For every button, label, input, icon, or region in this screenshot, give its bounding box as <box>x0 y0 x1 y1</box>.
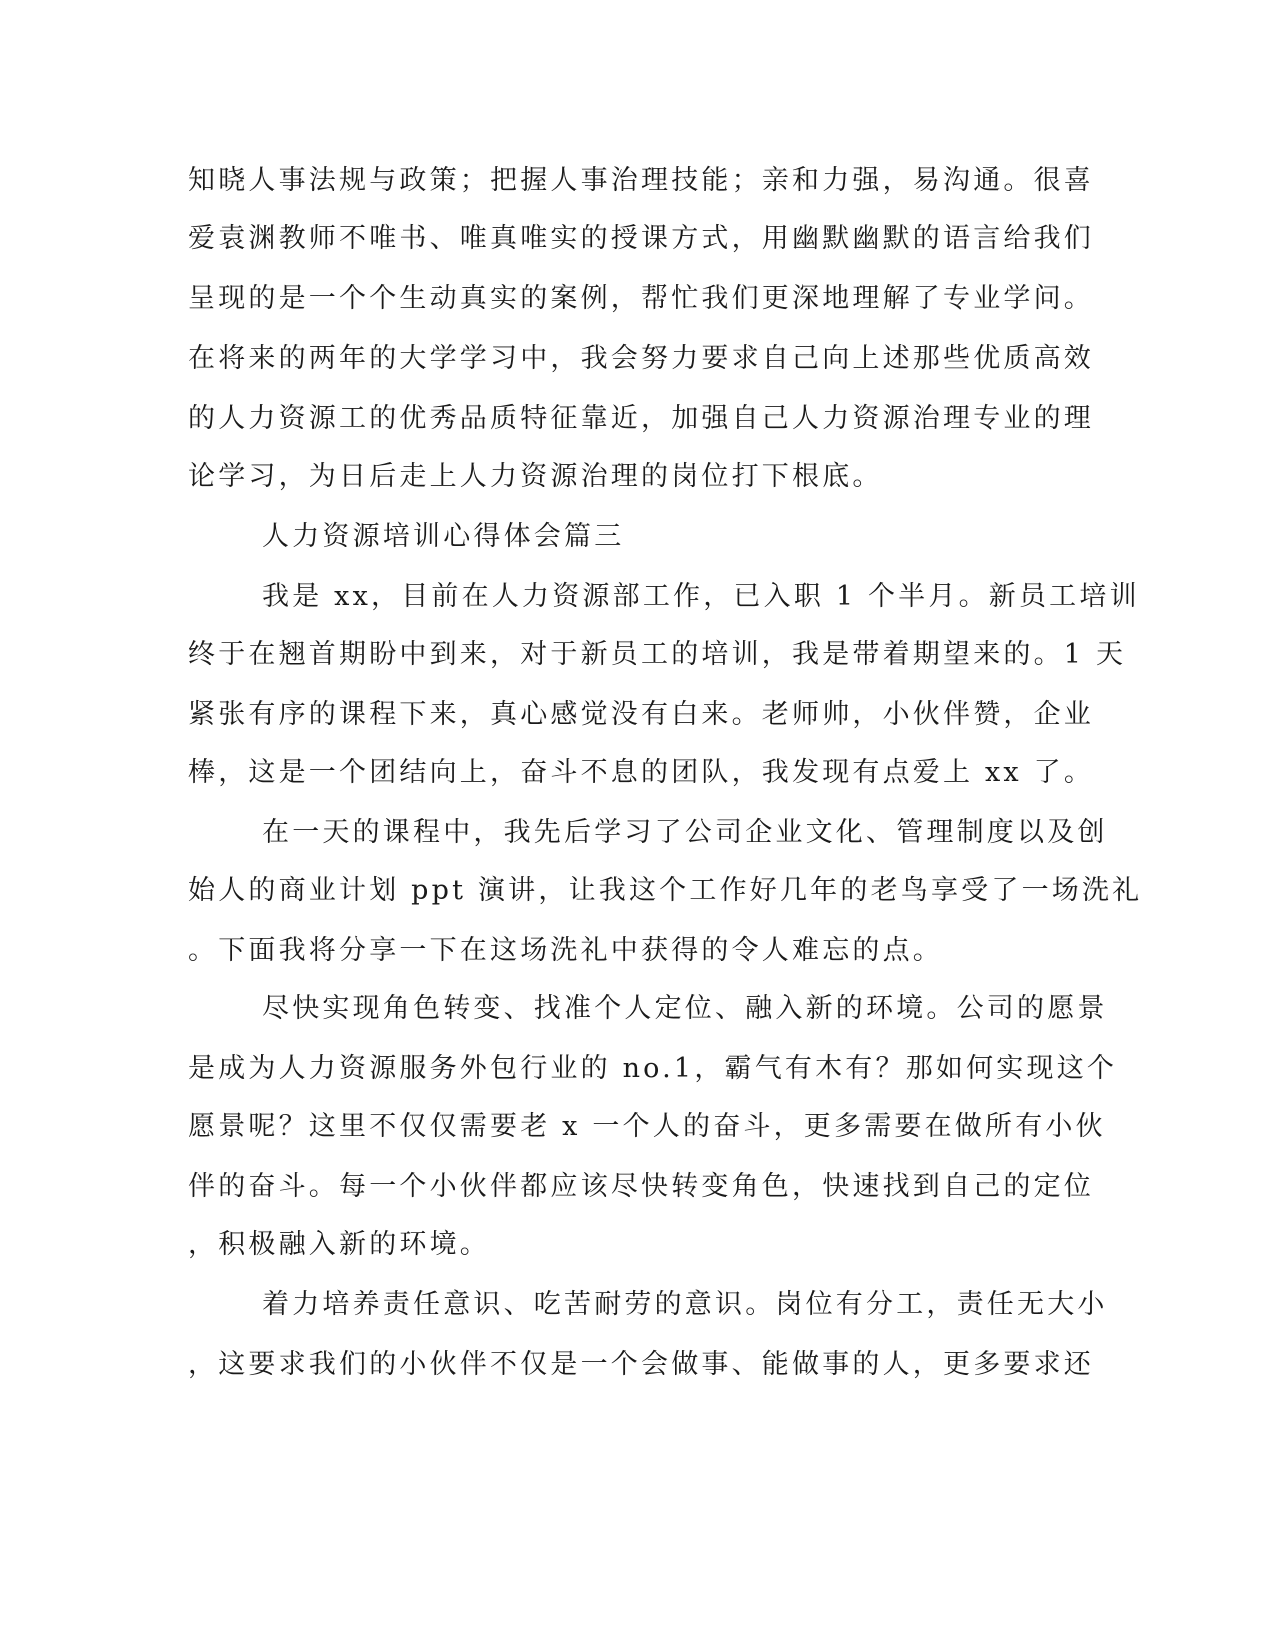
text-line: 在将来的两年的大学学习中，我会努力要求自己向上述那些优质高效 <box>188 343 1094 374</box>
text-line: 的人力资源工的优秀品质特征靠近，加强自己人力资源治理专业的理 <box>188 403 1094 434</box>
text-line: 。下面我将分享一下在这场洗礼中获得的令人难忘的点。 <box>188 935 943 966</box>
text-line: 着力培养责任意识、吃苦耐劳的意识。岗位有分工，责任无大小 <box>262 1289 1108 1320</box>
text-line: ，积极融入新的环境。 <box>188 1229 490 1260</box>
section-heading: 人力资源培训心得体会篇三 <box>262 521 625 552</box>
text-line: 知晓人事法规与政策；把握人事治理技能；亲和力强，易沟通。很喜 <box>188 165 1094 196</box>
text-line: 呈现的是一个个生动真实的案例，帮忙我们更深地理解了专业学问。 <box>188 283 1094 314</box>
text-line: 终于在翘首期盼中到来，对于新员工的培训，我是带着期望来的。1 天 <box>188 639 1127 670</box>
text-line: 论学习，为日后走上人力资源治理的岗位打下根底。 <box>188 461 883 492</box>
text-line: 棒，这是一个团结向上，奋斗不息的团队，我发现有点爱上 xx 了。 <box>188 757 1095 788</box>
text-line: 在一天的课程中，我先后学习了公司企业文化、管理制度以及创 <box>262 817 1108 848</box>
text-line: 我是 xx，目前在人力资源部工作，已入职 1 个半月。新员工培训 <box>262 581 1140 612</box>
text-line: 尽快实现角色转变、找准个人定位、融入新的环境。公司的愿景 <box>262 993 1108 1024</box>
text-line: ，这要求我们的小伙伴不仅是一个会做事、能做事的人，更多要求还 <box>188 1349 1094 1380</box>
text-line: 始人的商业计划 ppt 演讲，让我这个工作好几年的老鸟享受了一场洗礼 <box>188 875 1143 906</box>
text-line: 愿景呢？这里不仅仅需要老 x 一个人的奋斗，更多需要在做所有小伙 <box>188 1111 1106 1142</box>
text-line: 爱袁渊教师不唯书、唯真唯实的授课方式，用幽默幽默的语言给我们 <box>188 223 1094 254</box>
text-line: 是成为人力资源服务外包行业的 no.1，霸气有木有？那如何实现这个 <box>188 1053 1118 1084</box>
text-line: 伴的奋斗。每一个小伙伴都应该尽快转变角色，快速找到自己的定位 <box>188 1171 1094 1202</box>
text-line: 紧张有序的课程下来，真心感觉没有白来。老师帅，小伙伴赞，企业 <box>188 699 1094 730</box>
